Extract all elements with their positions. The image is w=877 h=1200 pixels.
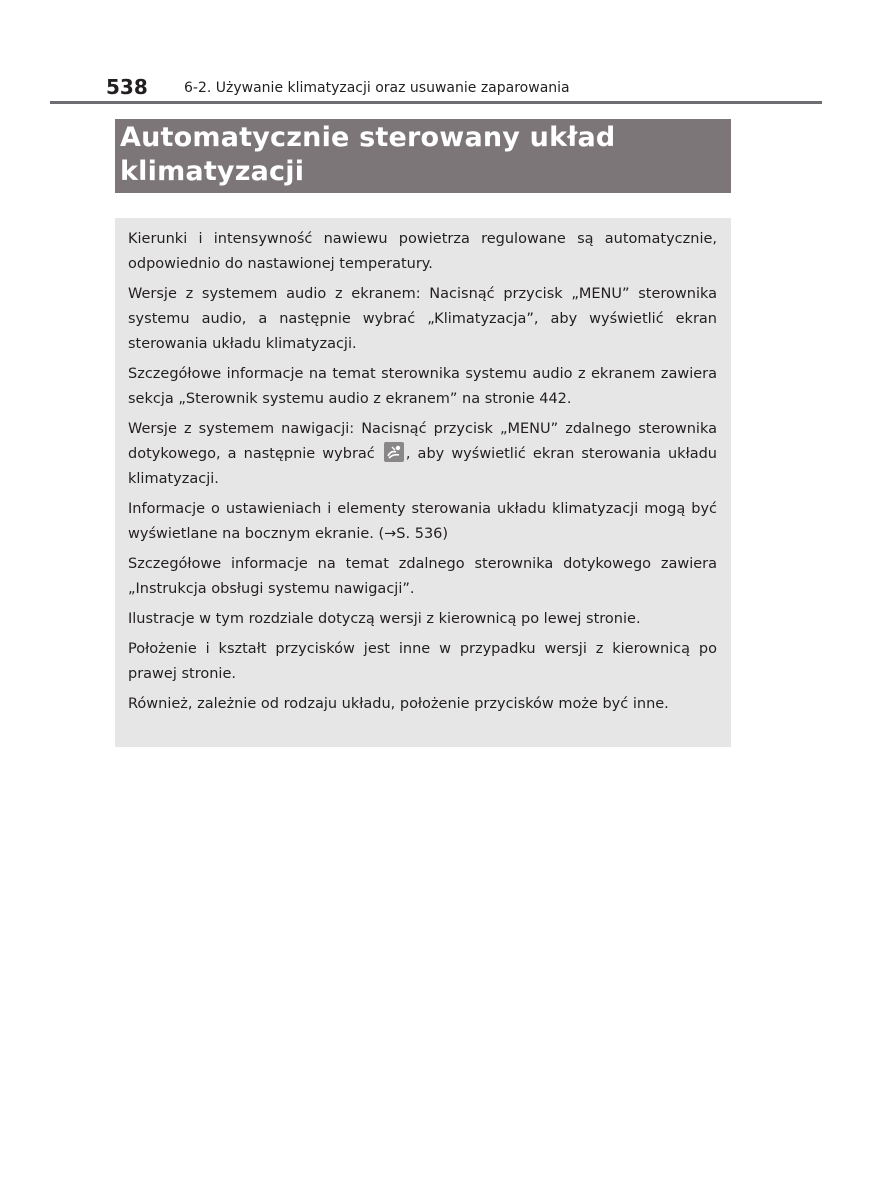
page-header [106, 74, 822, 102]
info-paragraph-7: Ilustracje w tym rozdziale dotyczą wersji z kierownicą po lewej stronie. [128, 611, 641, 627]
section-title [120, 121, 731, 189]
info-paragraph-8: Położenie i kształt przycisków jest inne w przypadku wersji z kierownicą po prawej stronie. [128, 641, 717, 682]
info-paragraph-9: Również, zależnie od rodzaju układu, położenie przycisków może być inne. [128, 696, 669, 712]
info-paragraph-6: Szczegółowe informacje na temat zdalnego sterownika dotykowego zawiera „Instrukcja obsługi systemu nawigacji”. [128, 556, 717, 597]
page-number: 538 [106, 75, 148, 99]
info-paragraph-2: Wersje z systemem audio z ekranem: Nacisnąć przycisk „MENU” sterownika systemu audio, a następnie wybrać „Klimatyzacja”, aby wyświetlić ekran sterowania układu klimatyzacji. [128, 286, 717, 352]
info-box [115, 218, 731, 747]
section-title-line-1: Automatycznie sterowany układ [120, 122, 616, 153]
section-title-line-2: klimatyzacji [120, 156, 305, 187]
section-label: 6-2. Używanie klimatyzacji oraz usuwanie zaparowania [184, 80, 570, 96]
climate-icon [384, 442, 404, 462]
header-divider [50, 101, 822, 104]
info-paragraph-1: Kierunki i intensywność nawiewu powietrza regulowane są automatycznie, odpowiednio do nastawionej temperatury. [128, 231, 717, 272]
info-paragraph-4-before: Wersje z systemem nawigacji: Nacisnąć przycisk „MENU” zdalnego sterownika dotykowego, a następnie wybrać [128, 421, 717, 462]
info-paragraph-4 [128, 417, 717, 492]
info-paragraph-5: Informacje o ustawieniach i elementy sterowania układu klimatyzacji mogą być wyświetlane na bocznym ekranie. (→S. 536) [128, 501, 717, 542]
section-title-box [115, 119, 731, 193]
info-paragraph-4-after: , aby wyświetlić ekran sterowania układu klimatyzacji. [128, 446, 717, 487]
info-paragraph-3: Szczegółowe informacje na temat sterownika systemu audio z ekranem zawiera sekcja „Sterownik systemu audio z ekranem” na stronie 442. [128, 366, 717, 407]
